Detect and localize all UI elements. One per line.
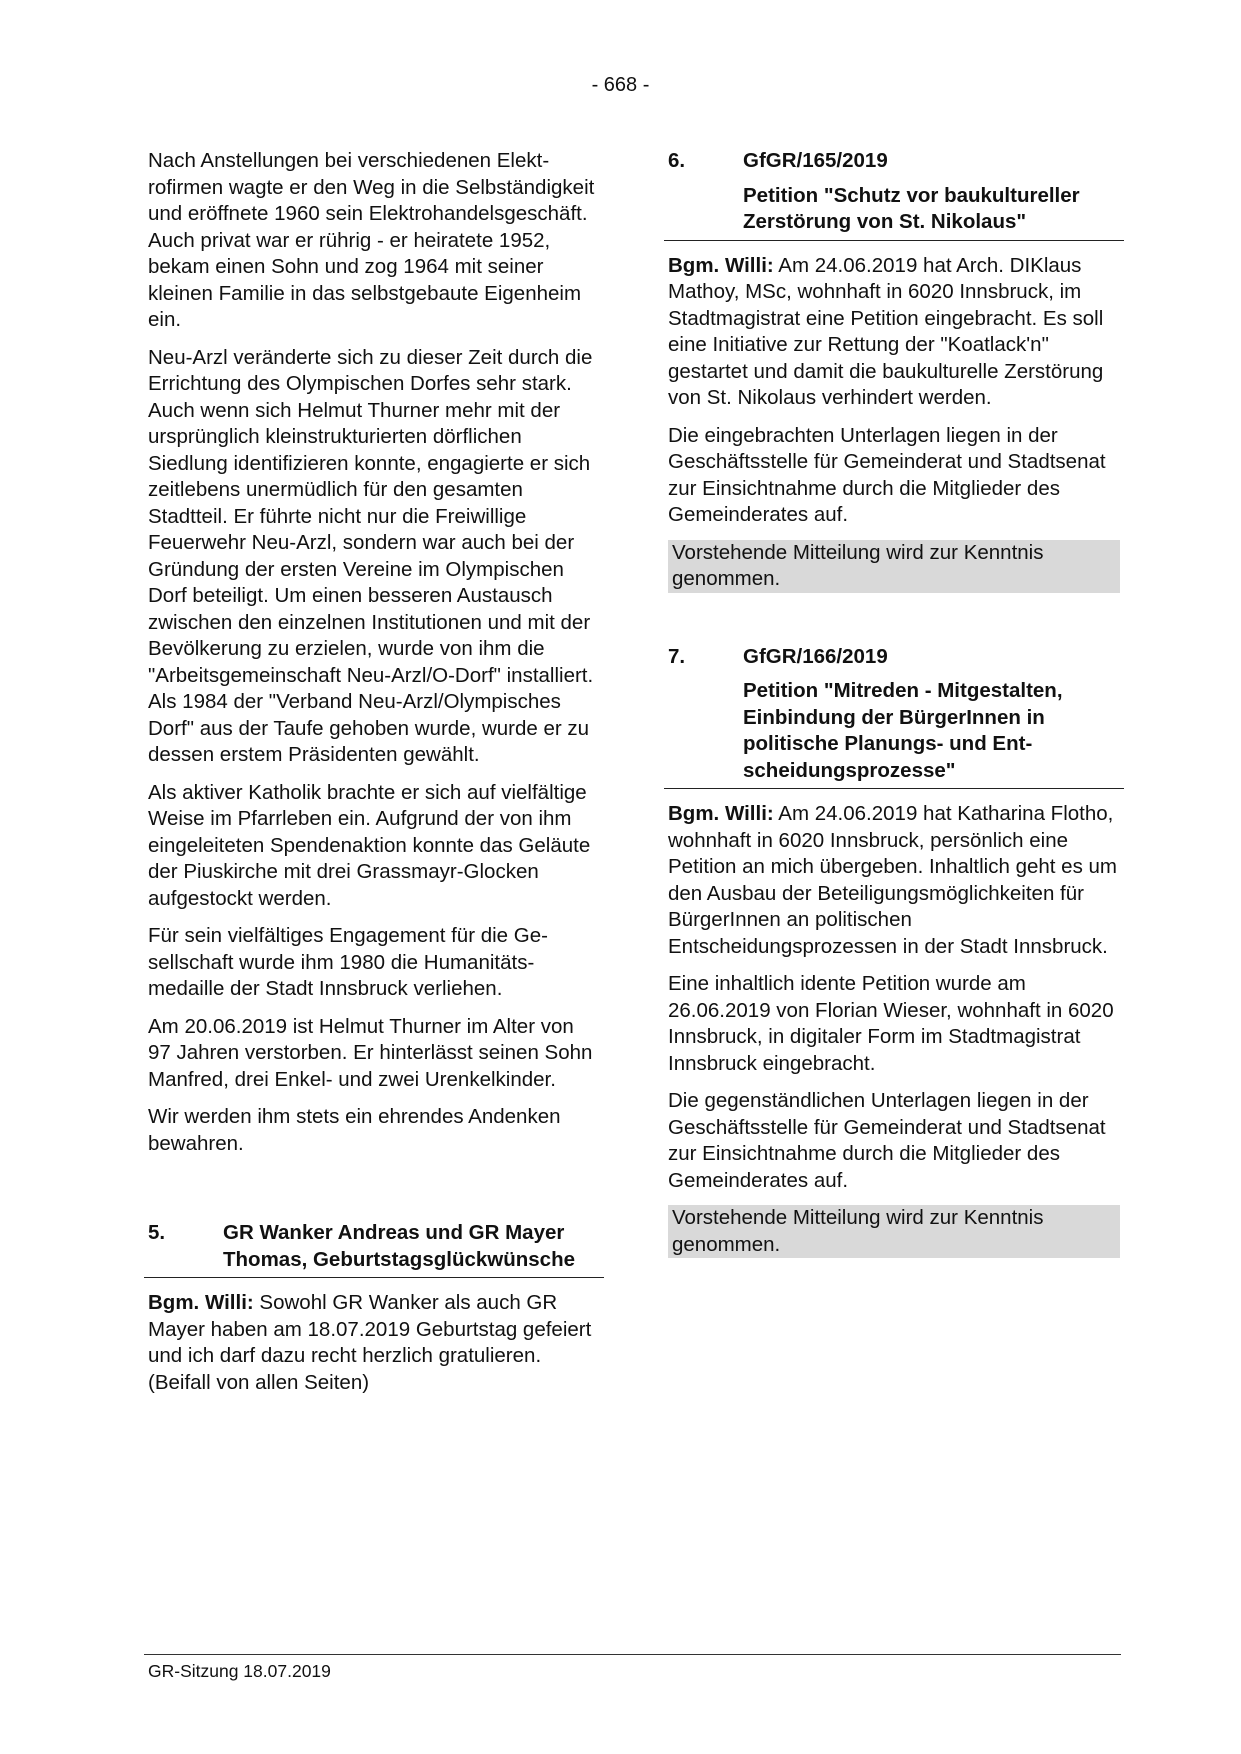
left-column xyxy=(148,148,600,1407)
footer-text: GR-Sitzung 18.07.2019 xyxy=(148,1661,331,1681)
speaker-name: Bgm. Willi: xyxy=(668,253,774,277)
section-7-heading xyxy=(668,644,1120,671)
section-divider xyxy=(664,788,1124,789)
speaker-paragraph xyxy=(668,801,1120,960)
speaker-paragraph xyxy=(148,1290,600,1396)
notice-box: Vorstehende Mitteilung wird zur Kenntnis genommen. xyxy=(668,1205,1120,1258)
paragraph: Neu-Arzl veränderte sich zu dieser Zeit durch die Errichtung des Olympischen Dorfes sehr stark. Auch wenn sich Helmut Thurner mehr mit der ursprünglich kleinstrukturierten dörflichen Siedlung identifizieren konnte, engagierte er sich zeitlebens unermüdlich für den gesamten Stadtteil. Er führte nicht nur die Freiwillige Feuerwehr Neu-Arzl, sondern war auch bei der Gründung der ersten Vereine im Olympischen Dorf beteiligt. Um einen besseren Austausch zwischen den einzelnen Institutionen und mit der Bevölkerung zu erzielen, wurde von ihm die "Arbeitsgemeinschaft Neu-Arzl/O-Dorf" installiert. Als 1984 der "Verband Neu-Arzl/Olympisches Dorf" aus der Taufe gehoben wurde, wurde er zu dessen erstem Präsidenten gewählt. xyxy=(148,345,594,766)
section-number: 7. xyxy=(668,644,686,668)
paragraph: Die eingebrachten Unterlagen liegen in der Geschäftsstelle für Gemeinderat und Stadtsenat zur Einsichtnahme durch die Mitglieder des Gemeinderates auf. xyxy=(668,423,1106,526)
paragraph: Nach Anstellungen bei verschiedenen Elektrofirmen wagte er den Weg in die Selbständigkeit und eröffnete 1960 sein Elektrohandelsgeschäft. Auch privat war er rührig - er heiratete 1952, bekam einen Sohn und zog 1964 mit seiner kleinen Familie in das selbstgebaute Eigenheim ein. xyxy=(148,149,595,331)
paragraph: Als aktiver Katholik brachte er sich auf vielfältige Weise im Pfarrleben ein. Aufgrund der von ihm eingeleiteten Spendenaktion konnte das Geläute der Piuskirche mit drei Grassmayr-Glocken aufgestockt werden. xyxy=(148,780,591,910)
section-code: GfGR/166/2019 xyxy=(743,644,888,668)
paragraph: Wir werden ihm stets ein ehrendes Andenken bewahren. xyxy=(148,1105,561,1155)
speaker-name: Bgm. Willi: xyxy=(148,1291,254,1314)
section-title: Petition "Mitreden - Mitgestalten, Einbindung der BürgerInnen in politische Planungs- und Entscheidungsprozesse" xyxy=(743,679,1063,782)
section-divider xyxy=(664,240,1124,241)
speaker-paragraph xyxy=(668,253,1120,412)
section-divider xyxy=(144,1277,604,1278)
speaker-text: Sowohl GR Wanker als auch GR Mayer haben am 18.07.2019 Geburtstag gefeiert und ich darf dazu recht herzlich gratulieren. (Beifall von allen Seiten) xyxy=(148,1291,592,1394)
speaker-text: Am 24.06.2019 hat Katharina Flotho, wohnhaft in 6020 Innsbruck, persönlich eine Petition an mich übergeben. Inhaltlich geht es um den Ausbau der Beteiligungsmöglichkeiten für BürgerInnen an politischen Entscheidungsprozessen in der Stadt Innsbruck. xyxy=(668,802,1117,958)
paragraph: Eine inhaltlich idente Petition wurde am 26.06.2019 von Florian Wieser, wohnhaft in 6020 Innsbruck, in digitaler Form im Stadtmagistrat Innsbruck eingebracht. xyxy=(668,972,1114,1075)
paragraph: Für sein vielfältiges Engagement für die Gesellschaft wurde ihm 1980 die Humanitätsmedaille der Stadt Innsbruck verliehen. xyxy=(148,924,548,1000)
page-number: - 668 - xyxy=(591,74,650,96)
footer-divider xyxy=(144,1654,1121,1655)
section-6-heading xyxy=(668,148,1120,175)
section-code: GfGR/165/2019 xyxy=(743,149,888,172)
notice-box: Vorstehende Mitteilung wird zur Kenntnis genommen. xyxy=(668,540,1120,593)
section-5-heading xyxy=(148,1220,600,1273)
speaker-name: Bgm. Willi: xyxy=(668,802,774,825)
speaker-text: Am 24.06.2019 hat Arch. DIKlaus Mathoy, MSc, wohnhaft in 6020 Innsbruck, im Stadtmagistrat eine Petition eingebracht. Es soll eine Initiative zur Rettung der "Koatlack'n" gestartet und damit die baukulturelle Zerstörung von St. Nikolaus verhindert werden. xyxy=(668,253,1104,409)
section-number: 6. xyxy=(668,149,686,172)
section-number: 5. xyxy=(148,1221,166,1244)
section-title: Petition "Schutz vor baukultureller Zerstörung von St. Nikolaus" xyxy=(743,183,1080,233)
paragraph: Die gegenständlichen Unterlagen liegen in der Geschäftsstelle für Gemeinderat und Stadtsenat zur Einsichtnahme durch die Mitglieder des Gemeinderates auf. xyxy=(668,1089,1106,1192)
paragraph: Am 20.06.2019 ist Helmut Thurner im Alter von 97 Jahren verstorben. Er hinterlässt seinen Sohn Manfred, drei Enkel- und zwei Urenkelkinder. xyxy=(148,1014,593,1091)
section-title: GR Wanker Andreas und GR Mayer Thomas, Geburtstagsglückwünsche xyxy=(223,1221,575,1271)
right-column xyxy=(668,148,1120,1269)
